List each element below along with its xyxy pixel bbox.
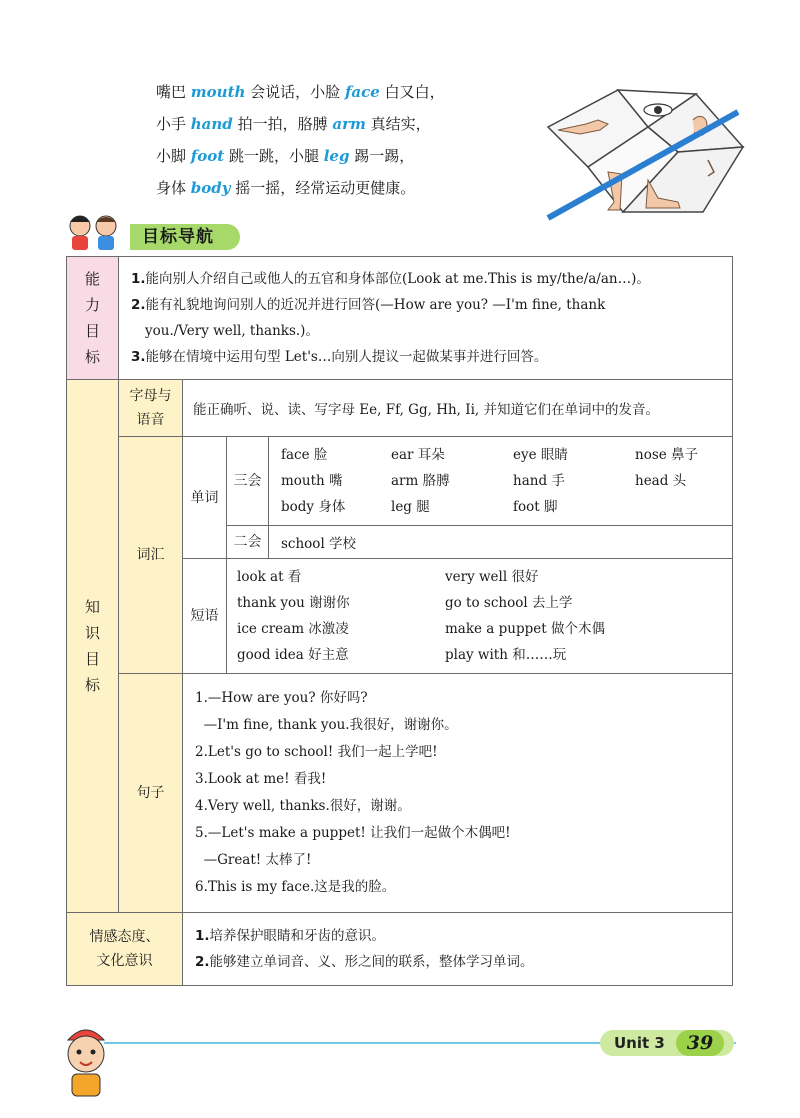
letters-label: 字母与 语音: [119, 380, 183, 437]
phrase: go to school 去上学: [445, 595, 573, 611]
words-label: 单词: [183, 437, 227, 559]
rhyme-line-4: 身体 body 摇一摇，经常运动更健康。: [156, 179, 416, 197]
word: ear 耳朵: [391, 447, 445, 463]
vocab-label: 词汇: [119, 437, 183, 674]
phrases-label: 短语: [183, 559, 227, 674]
unit-label: Unit 3: [614, 1034, 665, 1052]
rhyme-line-1: 嘴巴 mouth 会说话，小脸 face 白又白，: [156, 83, 445, 101]
keyword: foot: [190, 147, 225, 165]
sentence: 1.—How are you? 你好吗?: [195, 690, 368, 706]
word: face 脸: [281, 447, 328, 463]
sanhui-words: [269, 437, 733, 526]
erhui-label: 二会: [227, 526, 269, 559]
word: body 身体: [281, 499, 346, 515]
emotion-content: [183, 913, 733, 986]
ability-label: 能 力 目 标: [67, 257, 119, 380]
ability-item: 3.能够在情境中运用句型 Let's…向别人提议一起做某事并进行回答。: [131, 349, 548, 365]
sentence: 2.Let's go to school! 我们一起上学吧!: [195, 744, 438, 760]
sentence: 6.This is my face.这是我的脸。: [195, 879, 396, 895]
keyword: arm: [332, 115, 366, 133]
word: foot 脚: [513, 499, 558, 515]
phrases-content: [227, 559, 733, 674]
ability-item: 2.能有礼貌地询问别人的近况并进行回答(—How are you? —I'm fine, thank: [131, 297, 606, 313]
ability-row: [67, 257, 733, 380]
sentences-label: 句子: [119, 674, 183, 913]
word: hand 手: [513, 473, 565, 489]
keyword: hand: [190, 115, 233, 133]
letters-row: [67, 380, 733, 437]
sentences-content: [183, 674, 733, 913]
ability-content: [119, 257, 733, 380]
sanhui-row: [67, 437, 733, 526]
knowledge-label: 知 识 目 标: [67, 380, 119, 913]
word: nose 鼻子: [635, 447, 699, 463]
keyword: face: [344, 83, 380, 101]
word: eye 眼睛: [513, 447, 568, 463]
fortune-teller-illustration: [528, 72, 758, 232]
keyword: mouth: [190, 83, 246, 101]
sentence: 5.—Let's make a puppet! 让我们一起做个木偶吧!: [195, 825, 511, 841]
keyword: body: [190, 179, 231, 197]
sentence: 3.Look at me! 看我!: [195, 771, 327, 787]
keyword: leg: [323, 147, 350, 165]
sentence: —Great! 太棒了!: [195, 852, 312, 868]
phrase: good idea 好主意: [237, 647, 349, 663]
rhyme-line-2: 小手 hand 拍一拍，胳膊 arm 真结实，: [156, 115, 431, 133]
emotion-row: [67, 913, 733, 986]
emotion-item: 2.能够建立单词音、义、形之间的联系，整体学习单词。: [195, 954, 534, 970]
ability-item-cont: you./Very well, thanks.)。: [145, 323, 319, 339]
word: arm 胳膊: [391, 473, 450, 489]
section-title: 目标导航: [130, 224, 240, 250]
phrase: thank you 谢谢你: [237, 595, 350, 611]
page-number: 39: [676, 1030, 724, 1056]
phrase: play with 和……玩: [445, 647, 567, 663]
mascot-icon: [54, 1022, 118, 1102]
word: head 头: [635, 473, 687, 489]
rhyme-line-3: 小脚 foot 跳一跳，小腿 leg 踢一踢，: [156, 147, 415, 165]
word: leg 腿: [391, 499, 430, 515]
sentence: 4.Very well, thanks.很好，谢谢。: [195, 798, 411, 814]
phrase: make a puppet 做个木偶: [445, 621, 605, 637]
rhyme: [156, 76, 456, 204]
ability-item: 1.能向别人介绍自己或他人的五官和身体部位(Look at me.This is my/the/a/an…)。: [131, 271, 650, 287]
word: mouth 嘴: [281, 473, 343, 489]
goals-table: [66, 256, 733, 986]
sanhui-label: 三会: [227, 437, 269, 526]
emotion-item: 1.培养保护眼睛和牙齿的意识。: [195, 928, 386, 944]
sentences-row: [67, 674, 733, 913]
letters-content: 能正确听、说、读、写字母 Ee, Ff, Gg, Hh, Ii, 并知道它们在单词中的发音。: [183, 380, 733, 437]
sentence: —I'm fine, thank you.我很好，谢谢你。: [195, 717, 458, 733]
phrase: ice cream 冰激凌: [237, 621, 349, 637]
phrase: very well 很好: [445, 569, 539, 585]
erhui-words: school 学校: [269, 526, 733, 559]
phrase: look at 看: [237, 569, 302, 585]
emotion-label: 情感态度、 文化意识: [67, 913, 183, 986]
